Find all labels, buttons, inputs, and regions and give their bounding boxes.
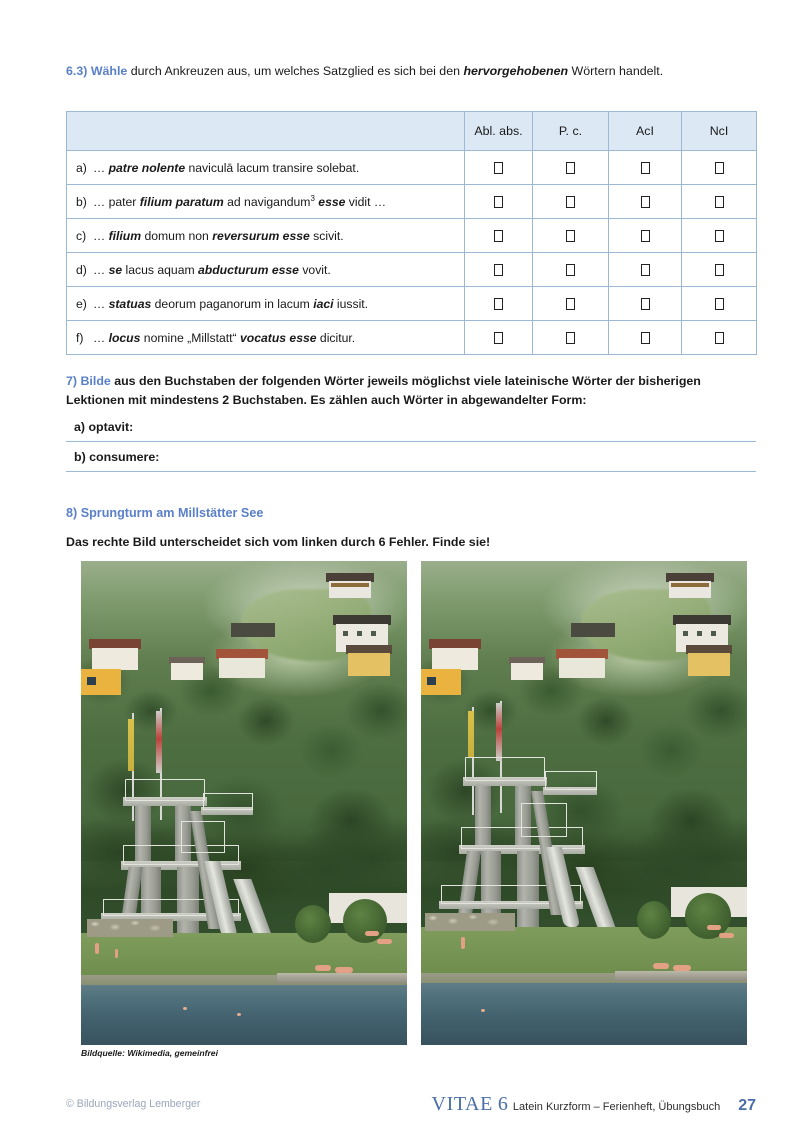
house-yellow-left	[421, 669, 461, 695]
exercise-7-number: 7)	[66, 374, 78, 388]
table-header-pc: P. c.	[533, 112, 609, 151]
table-header-aci: AcI	[609, 112, 682, 151]
checkbox-cell-abl-abs[interactable]	[465, 253, 533, 287]
swimmer-1	[481, 1009, 485, 1012]
footer-copyright: © Bildungsverlag Lemberger	[66, 1098, 201, 1110]
table-header-nci: NcI	[682, 112, 757, 151]
emphasised-phrase: filium	[108, 228, 142, 243]
dock-right	[277, 973, 407, 983]
checkbox-icon[interactable]	[566, 332, 575, 344]
house-yellow-right	[686, 645, 732, 677]
exercise-7-blank-a[interactable]	[66, 412, 756, 442]
person-sunbather-2	[377, 939, 392, 944]
exercise-8-subtitle: Das rechte Bild unterscheidet sich vom linken durch 6 Fehler. Finde sie!	[66, 535, 491, 549]
sentence-text: dicitur.	[316, 330, 356, 345]
checkbox-cell-nci[interactable]	[682, 185, 757, 219]
checkbox-icon[interactable]	[566, 162, 575, 174]
table-cell-sentence	[67, 253, 465, 287]
checkbox-cell-aci[interactable]	[609, 321, 682, 355]
checkbox-icon[interactable]	[641, 230, 650, 242]
checkbox-icon[interactable]	[641, 196, 650, 208]
sentence-text: scivit.	[309, 228, 344, 243]
checkbox-cell-nci[interactable]	[682, 253, 757, 287]
exercise-8-title: 8) Sprungturm am Millstätter See	[66, 506, 264, 520]
person-sunbather-1	[365, 931, 379, 936]
checkbox-cell-abl-abs[interactable]	[465, 219, 533, 253]
table-row	[67, 219, 757, 253]
exercise-63-number: 6.3)	[66, 64, 88, 78]
checkbox-cell-abl-abs[interactable]	[465, 185, 533, 219]
exercise-63-intro-end: Wörtern handelt.	[568, 64, 664, 78]
sentence-text: … pater	[93, 195, 140, 210]
table-row	[67, 151, 757, 185]
checkbox-icon[interactable]	[715, 162, 724, 174]
house-orangeroof	[556, 649, 608, 679]
tree-right-second	[295, 905, 331, 943]
checkbox-icon[interactable]	[566, 264, 575, 276]
checkbox-cell-aci[interactable]	[609, 219, 682, 253]
checkbox-cell-aci[interactable]	[609, 287, 682, 321]
sentence-text: vovit.	[298, 262, 331, 277]
exercise-63-lead: Wähle	[90, 64, 128, 78]
checkbox-cell-abl-abs[interactable]	[465, 287, 533, 321]
row-label: e)	[76, 296, 87, 311]
checkbox-icon[interactable]	[715, 230, 724, 242]
footer-series-title: VITAE	[431, 1093, 493, 1115]
sentence-text: …	[93, 262, 109, 277]
table-cell-sentence	[67, 151, 465, 185]
checkbox-cell-abl-abs[interactable]	[465, 321, 533, 355]
emphasised-phrase: vocatus esse	[239, 330, 317, 345]
lake-water	[421, 983, 747, 1045]
checkbox-icon[interactable]	[715, 196, 724, 208]
table-row	[67, 287, 757, 321]
footer-series-number: 6	[497, 1093, 508, 1115]
sentence-text: …	[93, 330, 109, 345]
checkbox-icon[interactable]	[715, 298, 724, 310]
spot-the-difference-image-right	[421, 561, 747, 1045]
sentence-text: nomine „Millstatt“	[140, 330, 240, 345]
exercise-7-blank-a-label: a) optavit:	[74, 419, 134, 434]
person-beach-1	[461, 937, 465, 949]
checkbox-icon[interactable]	[494, 230, 503, 242]
table-row	[67, 253, 757, 287]
house-white-small	[509, 657, 545, 681]
table-row	[67, 185, 757, 219]
swimmer-1	[183, 1007, 187, 1010]
sentence-text: lacus aquam	[122, 262, 199, 277]
checkbox-icon[interactable]	[566, 196, 575, 208]
exercise-7-lead: Bilde	[80, 374, 111, 388]
satzglied-table	[66, 111, 757, 355]
checkbox-cell-nci[interactable]	[682, 219, 757, 253]
emphasised-phrase: statuas	[108, 296, 152, 311]
checkbox-cell-nci[interactable]	[682, 151, 757, 185]
sentence-text: …	[93, 228, 109, 243]
house-dark-middle	[231, 623, 275, 637]
house-yellow-left	[81, 669, 121, 695]
table-cell-sentence	[67, 185, 465, 219]
flag-yellow	[128, 719, 134, 771]
swimmer-2	[237, 1013, 241, 1016]
checkbox-icon[interactable]	[566, 298, 575, 310]
house-dark-middle	[571, 623, 615, 637]
rock-wall	[87, 919, 173, 937]
person-beach-2	[115, 949, 118, 958]
emphasised-phrase: patre nolente	[108, 160, 186, 175]
image-source-caption: Bildquelle: Wikimedia, gemeinfrei	[81, 1048, 218, 1058]
table-header-sentence	[67, 112, 465, 151]
person-dock-1	[653, 963, 669, 969]
exercise-63-intro	[66, 62, 758, 80]
exercise-7-intro	[66, 372, 761, 410]
person-beach-1	[95, 943, 99, 954]
person-sunbather-1	[707, 925, 721, 930]
exercise-7-blank-b-label: b) consumere:	[74, 449, 160, 464]
person-sunbather-2	[719, 933, 734, 938]
tree-right-second	[637, 901, 671, 939]
checkbox-cell-pc[interactable]	[533, 185, 609, 219]
footer-right	[432, 1093, 756, 1116]
emphasised-phrase: abducturum esse	[198, 262, 299, 277]
flag-red-white	[496, 703, 502, 761]
checkbox-icon[interactable]	[641, 264, 650, 276]
checkbox-icon[interactable]	[494, 298, 503, 310]
sentence-text: vidit …	[345, 195, 387, 210]
checkbox-icon[interactable]	[494, 162, 503, 174]
sentence-text: …	[93, 296, 109, 311]
sentence-text: ad navigandum	[223, 195, 311, 210]
emphasised-phrase: locus	[108, 330, 141, 345]
checkbox-cell-nci[interactable]	[682, 321, 757, 355]
row-label: f)	[76, 330, 84, 345]
rock-wall	[425, 913, 515, 931]
checkbox-cell-pc[interactable]	[533, 151, 609, 185]
table-header-abl-abs: Abl. abs.	[465, 112, 533, 151]
exercise-63-emph: hervorgehobenen	[463, 64, 569, 78]
checkbox-cell-aci[interactable]	[609, 185, 682, 219]
checkbox-icon[interactable]	[494, 332, 503, 344]
house-white-small	[169, 657, 205, 681]
checkbox-cell-pc[interactable]	[533, 219, 609, 253]
spot-the-difference-image-left	[81, 561, 407, 1045]
checkbox-icon[interactable]	[641, 162, 650, 174]
checkbox-icon[interactable]	[641, 298, 650, 310]
row-label: b)	[76, 195, 87, 210]
checkbox-cell-aci[interactable]	[609, 151, 682, 185]
checkbox-icon[interactable]	[494, 196, 503, 208]
table-cell-sentence	[67, 287, 465, 321]
sentence-text: naviculā lacum transire solebat.	[185, 160, 360, 175]
checkbox-cell-nci[interactable]	[682, 287, 757, 321]
dock-right	[615, 971, 747, 981]
emphasised-phrase: reversurum esse	[212, 228, 310, 243]
house-redroof-left	[429, 639, 481, 671]
footer-series-subtitle: Latein Kurzform – Ferienheft, Übungsbuch	[512, 1101, 721, 1113]
page-number: 27	[738, 1097, 756, 1114]
checkbox-icon[interactable]	[494, 264, 503, 276]
sentence-text: domum non	[141, 228, 213, 243]
house-redroof-left	[89, 639, 141, 671]
exercise-7-text: aus den Buchstaben der folgenden Wörter jeweils möglichst viele lateinische Wörter der bisherigen Lektionen mit mindestens 2 Buchstaben. Es zählen auch Wörter in abgewandelter Form:	[66, 374, 701, 407]
table-cell-sentence	[67, 219, 465, 253]
tree-right-foreground	[343, 899, 387, 943]
checkbox-cell-pc[interactable]	[533, 253, 609, 287]
house-chalet-top	[666, 573, 714, 599]
emphasised-phrase: esse	[318, 195, 346, 210]
lake-water	[81, 985, 407, 1045]
row-label: a)	[76, 160, 87, 175]
house-yellow-right	[346, 645, 392, 677]
emphasised-phrase: se	[108, 262, 123, 277]
house-orangeroof	[216, 649, 268, 679]
row-label: c)	[76, 228, 87, 243]
sentence-text: …	[93, 160, 109, 175]
emphasised-phrase: iaci	[313, 296, 334, 311]
sentence-text: 3	[310, 193, 315, 203]
checkbox-cell-pc[interactable]	[533, 321, 609, 355]
checkbox-cell-aci[interactable]	[609, 253, 682, 287]
person-dock-1	[315, 965, 331, 971]
sentence-text: iussit.	[333, 296, 369, 311]
flag-yellow	[468, 711, 474, 757]
person-dock-2	[335, 967, 353, 973]
emphasised-phrase: filium paratum	[139, 195, 224, 210]
checkbox-icon[interactable]	[641, 332, 650, 344]
table-cell-sentence	[67, 321, 465, 355]
checkbox-cell-pc[interactable]	[533, 287, 609, 321]
checkbox-icon[interactable]	[715, 332, 724, 344]
checkbox-icon[interactable]	[566, 230, 575, 242]
person-dock-2	[673, 965, 691, 971]
checkbox-icon[interactable]	[715, 264, 724, 276]
table-header-row	[67, 112, 757, 151]
house-chalet-top	[326, 573, 374, 599]
exercise-7-blank-b[interactable]	[66, 442, 756, 472]
exercise-63-intro-rest: durch Ankreuzen aus, um welches Satzglied es sich bei den	[127, 64, 464, 78]
row-label: d)	[76, 262, 87, 277]
sentence-text: deorum paganorum in lacum	[151, 296, 314, 311]
flag-red-white	[156, 711, 162, 773]
checkbox-cell-abl-abs[interactable]	[465, 151, 533, 185]
table-row	[67, 321, 757, 355]
